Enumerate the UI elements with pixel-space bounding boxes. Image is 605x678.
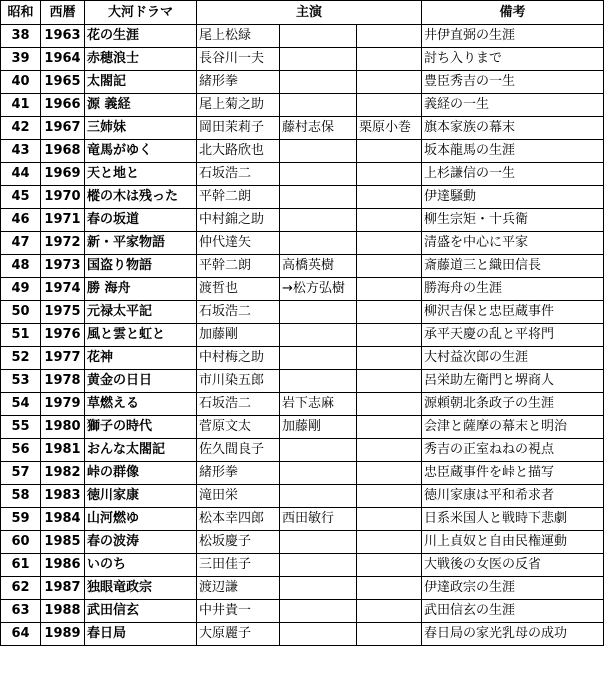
cell-showa: 42 [1,117,41,140]
cell-note: 清盛を中心に平家 [422,232,604,255]
cell-note: 大村益次郎の生涯 [422,347,604,370]
cell-title: 竜馬がゆく [85,140,197,163]
cell-title: 峠の群像 [85,462,197,485]
table-row [1,232,604,255]
cell-cast-3 [357,209,422,232]
cell-cast-3 [357,439,422,462]
table-row [1,209,604,232]
table-row [1,623,604,646]
table-row [1,117,604,140]
cell-note: 伊達騒動 [422,186,604,209]
cell-note: 武田信玄の生涯 [422,600,604,623]
cell-showa: 60 [1,531,41,554]
cell-cast-1: 市川染五郎 [197,370,280,393]
cell-year: 1982 [41,462,85,485]
cell-cast-2 [280,347,357,370]
cell-cast-2 [280,186,357,209]
table-row [1,462,604,485]
cell-cast-1: 石坂浩二 [197,301,280,324]
cell-cast-1: 松坂慶子 [197,531,280,554]
cell-year: 1971 [41,209,85,232]
cell-cast-3 [357,278,422,301]
cell-cast-3 [357,531,422,554]
cell-showa: 39 [1,48,41,71]
cell-note: 呂栄助左衛門と堺商人 [422,370,604,393]
cell-title: 源 義経 [85,94,197,117]
cell-cast-3 [357,255,422,278]
table-row [1,324,604,347]
cell-showa: 49 [1,278,41,301]
cell-cast-2: 藤村志保 [280,117,357,140]
cell-year: 1977 [41,347,85,370]
cell-year: 1976 [41,324,85,347]
cell-year: 1979 [41,393,85,416]
cell-year: 1983 [41,485,85,508]
cell-note: 源頼朝北条政子の生涯 [422,393,604,416]
cell-cast-2 [280,209,357,232]
cell-showa: 38 [1,25,41,48]
cell-title: 春の坂道 [85,209,197,232]
table-row [1,370,604,393]
header-row [1,1,604,25]
cell-showa: 56 [1,439,41,462]
cell-showa: 41 [1,94,41,117]
cell-cast-3 [357,416,422,439]
cell-note: 旗本家族の幕末 [422,117,604,140]
header-drama: 大河ドラマ [85,1,197,25]
table-row [1,393,604,416]
cell-year: 1974 [41,278,85,301]
table-row [1,531,604,554]
cell-year: 1987 [41,577,85,600]
cell-note: 豊臣秀吉の一生 [422,71,604,94]
cell-title: 樅の木は残った [85,186,197,209]
cell-cast-3 [357,94,422,117]
cell-cast-1: 佐久間良子 [197,439,280,462]
cell-title: 勝 海舟 [85,278,197,301]
cell-year: 1988 [41,600,85,623]
table-row [1,278,604,301]
cell-note: 坂本龍馬の生涯 [422,140,604,163]
cell-cast-3 [357,508,422,531]
cell-cast-2: 加藤剛 [280,416,357,439]
cell-year: 1964 [41,48,85,71]
cell-cast-1: 加藤剛 [197,324,280,347]
cell-cast-1: 石坂浩二 [197,393,280,416]
cell-title: 獅子の時代 [85,416,197,439]
cell-cast-2 [280,531,357,554]
cell-showa: 45 [1,186,41,209]
table-row [1,94,604,117]
cell-cast-2: 西田敏行 [280,508,357,531]
cell-note: 秀吉の正室ねねの視点 [422,439,604,462]
table-row [1,554,604,577]
cell-note: 忠臣蔵事件を峠と描写 [422,462,604,485]
cell-cast-1: 長谷川一夫 [197,48,280,71]
cell-year: 1981 [41,439,85,462]
cell-showa: 52 [1,347,41,370]
cell-cast-3 [357,485,422,508]
cell-showa: 51 [1,324,41,347]
cell-cast-2 [280,301,357,324]
cell-note: 承平天慶の乱と平将門 [422,324,604,347]
cell-cast-2: 高橋英樹 [280,255,357,278]
cell-cast-3 [357,324,422,347]
cell-title: 草燃える [85,393,197,416]
cell-cast-1: 三田佳子 [197,554,280,577]
cell-note: 討ち入りまで [422,48,604,71]
cell-cast-3 [357,25,422,48]
cell-cast-3 [357,554,422,577]
cell-year: 1966 [41,94,85,117]
cell-showa: 64 [1,623,41,646]
cell-year: 1968 [41,140,85,163]
cell-cast-2 [280,439,357,462]
cell-cast-3 [357,48,422,71]
cell-cast-3 [357,600,422,623]
cell-title: 山河燃ゆ [85,508,197,531]
cell-note: 上杉謙信の一生 [422,163,604,186]
cell-cast-2 [280,48,357,71]
cell-year: 1965 [41,71,85,94]
cell-title: おんな太閤記 [85,439,197,462]
cell-note: 井伊直弼の生涯 [422,25,604,48]
table-row [1,577,604,600]
cell-note: 柳沢吉保と忠臣蔵事件 [422,301,604,324]
cell-cast-3 [357,393,422,416]
cell-cast-2 [280,554,357,577]
cell-cast-3 [357,370,422,393]
table-row [1,508,604,531]
header-cast: 主演 [197,1,422,25]
cell-note: 柳生宗矩・十兵衛 [422,209,604,232]
cell-cast-3 [357,140,422,163]
cell-showa: 40 [1,71,41,94]
cell-cast-3: 栗原小巻 [357,117,422,140]
cell-note: 義経の一生 [422,94,604,117]
cell-title: 風と雲と虹と [85,324,197,347]
table-row [1,485,604,508]
table-row [1,439,604,462]
cell-cast-1: 緒形拳 [197,71,280,94]
cell-year: 1967 [41,117,85,140]
cell-cast-3 [357,577,422,600]
cell-note: 大戦後の女医の反省 [422,554,604,577]
cell-year: 1980 [41,416,85,439]
cell-cast-3 [357,232,422,255]
cell-note: 伊達政宗の生涯 [422,577,604,600]
cell-year: 1973 [41,255,85,278]
header-seireki: 西暦 [41,1,85,25]
cell-title: 花神 [85,347,197,370]
cell-title: 赤穂浪士 [85,48,197,71]
cell-cast-3 [357,301,422,324]
cell-showa: 63 [1,600,41,623]
cell-year: 1972 [41,232,85,255]
cell-note: 会津と薩摩の幕末と明治 [422,416,604,439]
cell-cast-1: 平幹二朗 [197,255,280,278]
cell-title: 独眼竜政宗 [85,577,197,600]
cell-cast-2 [280,232,357,255]
cell-showa: 48 [1,255,41,278]
cell-note: 春日局の家光乳母の成功 [422,623,604,646]
cell-title: 元禄太平記 [85,301,197,324]
cell-cast-2 [280,71,357,94]
cell-title: 徳川家康 [85,485,197,508]
cell-showa: 50 [1,301,41,324]
cell-cast-1: 菅原文太 [197,416,280,439]
cell-year: 1986 [41,554,85,577]
table-row [1,25,604,48]
cell-title: 天と地と [85,163,197,186]
table-row [1,186,604,209]
cell-showa: 43 [1,140,41,163]
cell-cast-1: 岡田茉莉子 [197,117,280,140]
cell-cast-3 [357,347,422,370]
table-row [1,600,604,623]
cell-cast-3 [357,163,422,186]
cell-cast-2 [280,600,357,623]
cell-year: 1975 [41,301,85,324]
cell-cast-3 [357,71,422,94]
cell-showa: 61 [1,554,41,577]
cell-showa: 62 [1,577,41,600]
cell-title: 春日局 [85,623,197,646]
cell-cast-2 [280,462,357,485]
cell-note: 勝海舟の生涯 [422,278,604,301]
cell-showa: 59 [1,508,41,531]
cell-showa: 53 [1,370,41,393]
cell-cast-2 [280,577,357,600]
cell-cast-1: 中井貴一 [197,600,280,623]
cell-note: 日系米国人と戦時下悲劇 [422,508,604,531]
cell-cast-1: 仲代達矢 [197,232,280,255]
cell-title: 花の生涯 [85,25,197,48]
table-row [1,140,604,163]
cell-cast-2 [280,324,357,347]
cell-year: 1989 [41,623,85,646]
cell-cast-2 [280,140,357,163]
cell-cast-1: 中村梅之助 [197,347,280,370]
cell-cast-1: 渡哲也 [197,278,280,301]
cell-title: 三姉妹 [85,117,197,140]
cell-year: 1984 [41,508,85,531]
table-row [1,48,604,71]
header-notes: 備考 [422,1,604,25]
cell-year: 1963 [41,25,85,48]
cell-cast-1: 大原麗子 [197,623,280,646]
cell-cast-1: 尾上菊之助 [197,94,280,117]
cell-note: 斎藤道三と織田信長 [422,255,604,278]
cell-cast-1: 緒形拳 [197,462,280,485]
cell-title: 春の波涛 [85,531,197,554]
cell-showa: 57 [1,462,41,485]
cell-showa: 58 [1,485,41,508]
cell-cast-2: 岩下志麻 [280,393,357,416]
cell-cast-2 [280,163,357,186]
cell-cast-1: 平幹二朗 [197,186,280,209]
table-row [1,71,604,94]
cell-showa: 44 [1,163,41,186]
cell-cast-1: 北大路欣也 [197,140,280,163]
cell-title: いのち [85,554,197,577]
cell-year: 1985 [41,531,85,554]
cell-title: 新・平家物語 [85,232,197,255]
table-row [1,301,604,324]
cell-cast-1: 渡辺謙 [197,577,280,600]
cell-cast-1: 滝田栄 [197,485,280,508]
cell-title: 黄金の日日 [85,370,197,393]
cell-cast-2 [280,94,357,117]
cell-year: 1969 [41,163,85,186]
cell-note: 徳川家康は平和希求者 [422,485,604,508]
table-row [1,163,604,186]
cell-year: 1970 [41,186,85,209]
cell-note: 川上貞奴と自由民権運動 [422,531,604,554]
cell-year: 1978 [41,370,85,393]
cell-cast-1: 尾上松緑 [197,25,280,48]
cell-cast-2 [280,485,357,508]
header-showa: 昭和 [1,1,41,25]
cell-cast-2 [280,25,357,48]
table-row [1,416,604,439]
cell-cast-2: →松方弘樹 [280,278,357,301]
cell-cast-1: 松本幸四郎 [197,508,280,531]
cell-title: 太閤記 [85,71,197,94]
cell-showa: 54 [1,393,41,416]
cell-showa: 47 [1,232,41,255]
cell-cast-3 [357,462,422,485]
table-row [1,347,604,370]
cell-title: 武田信玄 [85,600,197,623]
cell-showa: 46 [1,209,41,232]
cell-title: 国盗り物語 [85,255,197,278]
cell-cast-3 [357,623,422,646]
cell-cast-2 [280,623,357,646]
cell-showa: 55 [1,416,41,439]
cell-cast-2 [280,370,357,393]
cell-cast-1: 石坂浩二 [197,163,280,186]
cell-cast-1: 中村錦之助 [197,209,280,232]
cell-cast-3 [357,186,422,209]
table-row [1,255,604,278]
